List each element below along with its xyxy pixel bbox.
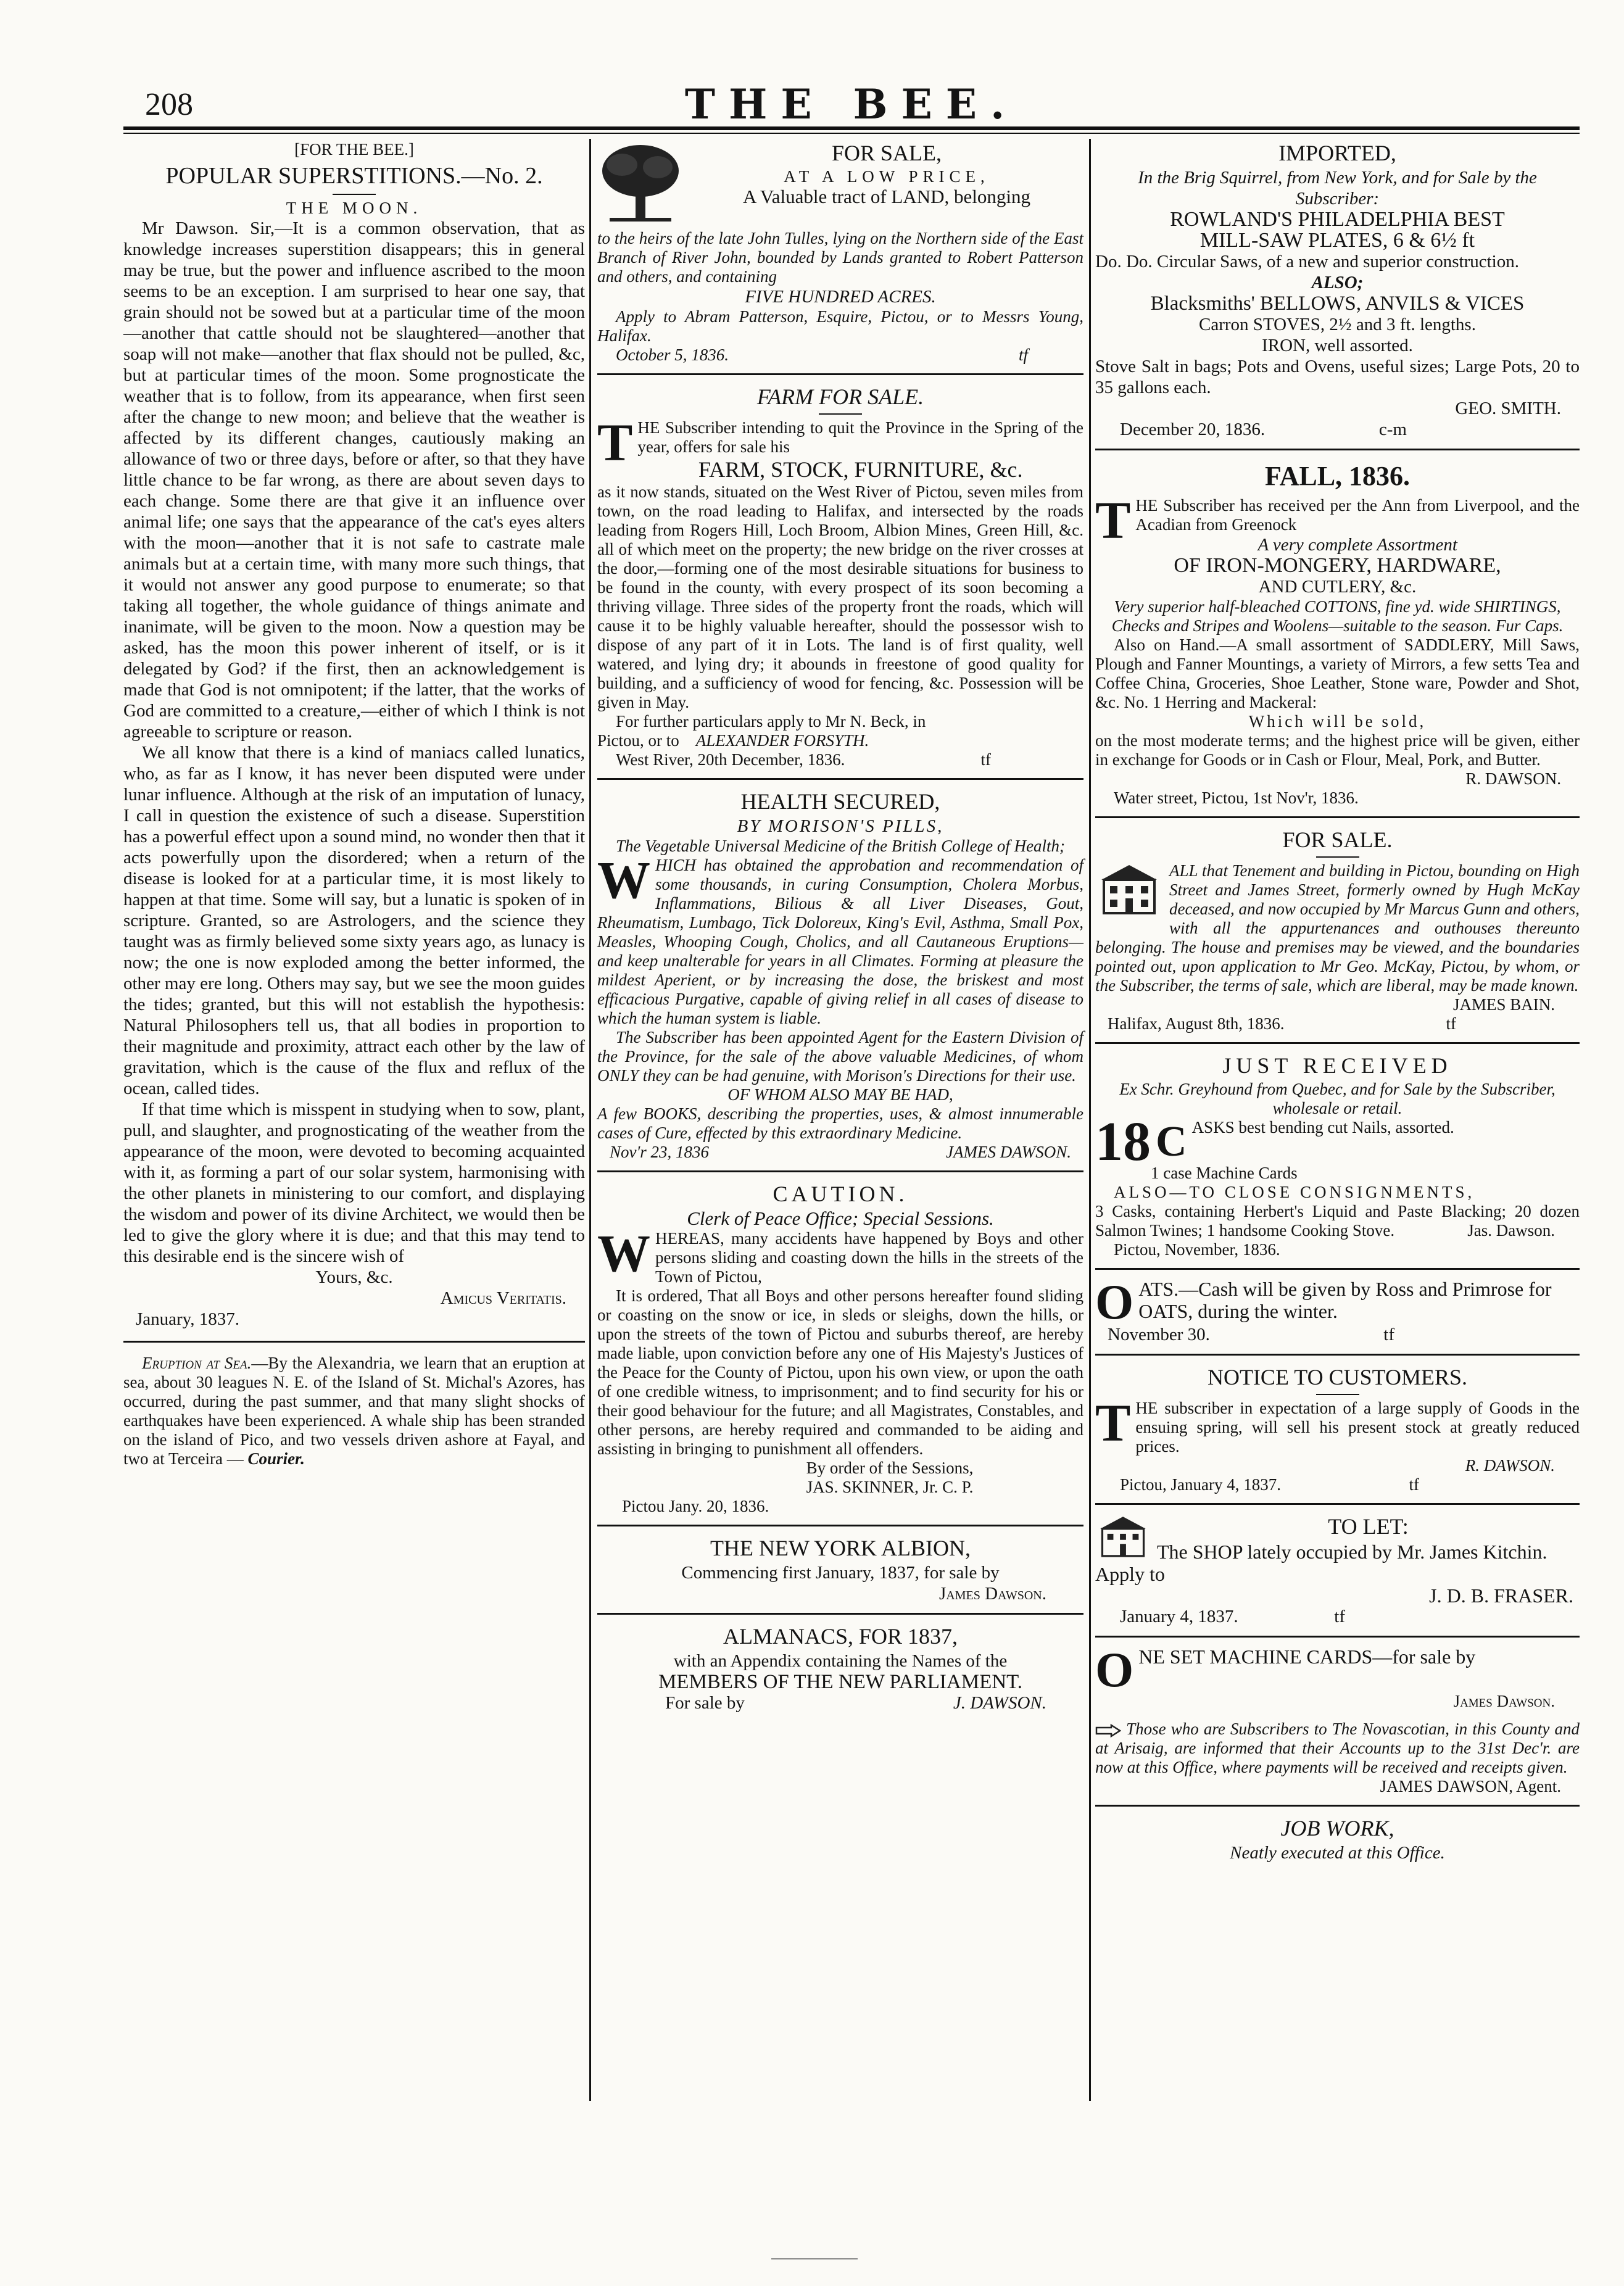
ad-heading: TO LET:	[1328, 1514, 1409, 1539]
ad-line: IRON, well assorted.	[1262, 336, 1413, 355]
ad-job-work	[1095, 1815, 1580, 1863]
ad-mark: tf	[1018, 346, 1028, 364]
section-rule	[1095, 1805, 1580, 1807]
ad-dateline	[597, 750, 1083, 769]
ad-signature: Jas. Dawson.	[1467, 1221, 1555, 1240]
ad-line: Do. Do. Circular Saws, of a new and superior construction.	[1095, 252, 1519, 271]
ad-apply: Apply to Abram Patterson, Esquire, Pictou, or to Messrs Young, Halifax.	[597, 307, 1083, 345]
ad-heading: THE NEW YORK ALBION,	[710, 1536, 971, 1560]
ad-signature: GEO. SMITH.	[1455, 399, 1561, 418]
ad-cottons: Very superior half-bleached COTTONS, fine yd. wide SHIRTINGS, Checks and Stripes and Woolens—suitable to the season. Fur Caps.	[1111, 597, 1564, 635]
ad-text: Commencing first January, 1837, for sale by	[681, 1563, 1000, 1583]
ad-acres: FIVE HUNDRED ACRES.	[745, 287, 936, 307]
drop-cap: O	[1095, 1643, 1134, 1697]
ad-signature: J. DAWSON.	[953, 1693, 1046, 1713]
ad-text	[1095, 1720, 1580, 1777]
ad-heading: NOTICE TO CUSTOMERS.	[1207, 1365, 1468, 1389]
column-3	[1095, 139, 1580, 1863]
short-rule	[1316, 1394, 1359, 1395]
ad-mark: c-m	[1378, 420, 1407, 439]
ad-line: Carron STOVES, 2½ and 3 ft. lengths.	[1199, 315, 1476, 334]
ad-land	[597, 140, 1083, 365]
ad-text	[1095, 1275, 1580, 1330]
section-rule	[1095, 1354, 1580, 1356]
notice-caution	[597, 1181, 1083, 1516]
quantity-figure: 18	[1095, 1111, 1151, 1172]
ad-dateline	[597, 346, 1083, 365]
ad-signature: J. D. B. FRASER.	[1429, 1584, 1573, 1607]
news-source: Courier.	[247, 1449, 305, 1468]
section-rule	[1095, 1636, 1580, 1638]
ad-casks	[1095, 1111, 1580, 1172]
ad-signature: James Dawson.	[938, 1584, 1046, 1604]
article-signature: Amicus Veritatis.	[440, 1288, 566, 1308]
ad-heading: ALMANACS, FOR 1837,	[723, 1624, 958, 1649]
article-paragraph: Mr Dawson. Sir,—It is a common observation, that as knowledge increases superstition disappears; this in general may be true, but the power and influence ascribed to the moon seems to be an exception. I am surprised to hear one say, that grain should not be sowed but at a particular time of the moon—another that cattle should not be slaughtered—another that soap will not make—another that flax should not be pulled, &c, but at particular times of the moon. Some prognosticate the weather that is to follow, from its appearance, when first seen after the change to new moon; and believe that the weather is affected by its different changes, cautiously making an allowance of two or three days, before or after, so that they have little chance to be far wrong, as there are about seven days to each change. Some there are that give it an influence over animal life; one says that the appearance of the cat's eyes alters with the moon—another that it is not safe to castrate male animals but at a certain time, with many more such things, that it would not answer any good purpose to enumerate; so that taking all together, the whole guidance of things animate and inanimate, will be given to the moon. Now a question may be asked, has the moon this power inherent of itself, or is it delegated by God? if the first, then an acknowledgement is made that God is not omnipotent; if the latter, that the works of God are committed to a creature,—either of which I think is not agreeable to scripture or reason.	[123, 218, 585, 742]
section-rule	[597, 373, 1083, 375]
masthead-rule	[123, 126, 1580, 130]
ad-mark: tf	[1446, 1014, 1456, 1033]
ad-heading: HEALTH SECURED,	[740, 789, 940, 814]
ad-subscribers	[1095, 1720, 1580, 1796]
ad-mark: tf	[980, 750, 991, 769]
ad-heading: FOR SALE,	[831, 141, 942, 165]
ad-date: Halifax, August 8th, 1836.	[1108, 1014, 1285, 1033]
ad-books: A few BOOKS, describing the properties, uses, & almost innumerable cases of Cure, effected by this extraordinary Medicine.	[597, 1104, 1083, 1142]
news-body: —By the Alexandria, we learn that an eruption at sea, about 30 leagues N. E. of the Island of St. Michal's Azores, has occurred, during the past summer, and that many slight shocks of earthquakes have been experienced. A whale ship has been stranded on the island of Pico, and two vessels driven ashore at Fayal, and two at Terceira —	[123, 1354, 585, 1468]
ad-dateline	[1095, 1606, 1580, 1627]
ad-date: October 5, 1836.	[616, 346, 729, 364]
ad-dateline	[1095, 1475, 1580, 1494]
ad-text	[1095, 1393, 1580, 1456]
ad-text	[597, 850, 1083, 1028]
article-title: POPULAR SUPERSTITIONS.—No. 2.	[165, 163, 543, 189]
ad-almanacs	[597, 1623, 1083, 1713]
ad-text: ALL that Tenement and building in Pictou, bounding on High Street and James Street, formerly owned by Hugh McKay deceased, and now occupied by Mr Marcus Gunn and others, with all the appurtenances and outhouses thereunto belonging. The house and premises may be viewed, and the boundaries pointed out, upon application to Mr Geo. McKay, Pictou, by whom, or the Subscriber, the terms of sale, which are liberal, may be made known.	[1095, 861, 1580, 995]
ad-heading: IMPORTED,	[1278, 141, 1396, 165]
article-tag: [FOR THE BEE.]	[294, 140, 414, 159]
ad-place: Pictou, or to	[597, 731, 679, 750]
section-rule	[597, 1525, 1083, 1526]
drop-cap: W	[597, 1224, 650, 1283]
ad-farm	[597, 384, 1083, 769]
ad-line: Stove Salt in bags; Pots and Ovens, useful sizes; Large Pots, 20 to 35 gallons each.	[1095, 357, 1580, 397]
column-2	[597, 139, 1083, 1713]
ad-date: November 30.	[1108, 1325, 1210, 1344]
house-icon	[1095, 1514, 1151, 1559]
column-1	[123, 139, 585, 1468]
section-rule	[1095, 1268, 1580, 1270]
ad-machine-cards	[1095, 1643, 1580, 1711]
ad-list: 3 Casks, containing Herbert's Liquid and Paste Blacking; 20 dozen Salmon Twines; 1 handsome Cooking Stove.	[1095, 1202, 1580, 1240]
ad-text-body: Those who are Subscribers to The Novascotian, in this County and at Arisaig, are informed that their Accounts up to the 31st Dec'r. are now at this Office, where payments will be received and receipts given.	[1095, 1720, 1580, 1776]
section-rule	[597, 1613, 1083, 1615]
ad-fall	[1095, 459, 1580, 808]
ad-signature: R. DAWSON.	[1465, 769, 1561, 788]
ad-heading: FARM FOR SALE.	[756, 384, 924, 409]
ad-signature: R. DAWSON.	[1465, 1456, 1555, 1475]
ad-terms: on the most moderate terms; and the highest price will be given, either in exchange for Goods or in Cash or Flour, Meal, Pork, and Butter.	[1095, 731, 1580, 769]
ad-just-received	[1095, 1053, 1580, 1259]
notice-by: By order of the Sessions,	[806, 1459, 974, 1477]
section-rule	[597, 1170, 1083, 1172]
ad-members: MEMBERS OF THE NEW PARLIAMENT.	[658, 1671, 1023, 1693]
ad-lead: A Valuable tract of LAND, belonging	[742, 186, 1031, 207]
ad-sold: Which will be sold,	[1248, 712, 1427, 731]
ad-cards: 1 case Machine Cards	[1151, 1164, 1298, 1182]
article-paragraph: If that time which is misspent in studying when to sow, plant, pull, and slaughter, and prognosticating of the weather from the appearance of the moon, were devoted to becoming acquainted with it, as forming a part of our solar system, harmonising with the other planets in ministering to our comfort, and displaying the wisdom and power of its divine Architect, we would then be led to give the glory where it is due; and that this may tend to this desirable end is the sincere wish of	[123, 1100, 585, 1266]
ad-signature: James Dawson.	[1453, 1692, 1555, 1710]
pointing-hand-icon	[1095, 1723, 1121, 1739]
ad-text-body: HE subscriber in expectation of a large supply of Goods in the ensuing spring, will sell his present stock at greatly reduced prices.	[1135, 1399, 1580, 1456]
ad-signature: JAMES DAWSON.	[946, 1143, 1071, 1161]
ad-subheading: BY MORISON'S PILLS,	[737, 816, 944, 836]
ad-subheading: AT A LOW PRICE,	[784, 167, 990, 186]
ad-assortment: A very complete Assortment	[1257, 535, 1457, 555]
ad-text-body: HICH has obtained the approbation and recommendation of some thousands, in curing Consumption, Cholera Morbus, Inflammations, Bilious & all Liver Diseases, Gout, Rheumatism, Lumbago, Tick Doloreux, King's Evil, Asthma, Small Pox, Measles, Whooping Cough, Cholics, and all Cautaneous Eruptions—and keep unalterable for years in all Climates. Forming at pleasure the mildest Aperient, or by increasing the dose, the briskest and most efficacious Purgative, capable of giving relief in all cases of disease to which the human system is liable.	[597, 856, 1083, 1027]
ad-subheading: Ex Schr. Greyhound from Quebec, and for Sale by the Subscriber, wholesale or retail.	[1119, 1080, 1556, 1117]
drop-cap: C	[1156, 1118, 1187, 1166]
ad-also: OF WHOM ALSO MAY BE HAD,	[727, 1085, 953, 1104]
ad-signature: JAMES DAWSON, Agent.	[1380, 1777, 1561, 1795]
ad-line: ROWLAND'S PHILADELPHIA BEST	[1170, 208, 1505, 231]
ad-dateline	[1095, 1324, 1580, 1345]
article-closing: Yours, &c.	[315, 1267, 393, 1287]
section-rule	[1095, 1503, 1580, 1505]
column-divider	[1089, 139, 1091, 2101]
ad-date: Pictou, January 4, 1837.	[1120, 1475, 1281, 1494]
article-date: January, 1837.	[136, 1309, 240, 1329]
ad-agent: The Subscriber has been appointed Agent for the Eastern Division of the Province, for the sale of the above valuable Medicines, of whom ONLY they can be had genuine, with Morison's Directions for their use.	[597, 1028, 1083, 1085]
short-rule	[333, 194, 376, 195]
ad-subheading: Neatly executed at this Office.	[1230, 1843, 1445, 1863]
ad-subheading-2: The Vegetable Universal Medicine of the British College of Health;	[615, 837, 1066, 855]
paper-title: THE BEE.	[684, 80, 1019, 128]
ad-for: For sale by	[665, 1693, 745, 1713]
ad-to-let	[1095, 1514, 1580, 1627]
ad-text: to the heirs of the late John Tulles, lying on the Northern side of the East Branch of River John, bounded by Lands granted to Robert Patterson and others, and containing	[597, 229, 1083, 286]
ad-oats	[1095, 1275, 1580, 1345]
ad-text: The SHOP lately occupied by Mr. James Kitchin. Apply to	[1095, 1541, 1547, 1585]
ad-dateline	[1095, 419, 1580, 440]
ad-cutlery: AND CUTLERY, &c.	[1258, 577, 1417, 597]
news-item	[123, 1354, 585, 1468]
notice-text	[597, 1224, 1083, 1286]
ad-intro-text: HE Subscriber intending to quit the Province in the Spring of the year, offers for sale his	[637, 418, 1083, 456]
notice-order: It is ordered, That all Boys and other persons hereafter found sliding or coasting on the snow or ice, in sleds or sleighs, down the hills, or upon the streets of the town of Pictou and suburbs thereof, are hereby made liable, upon conviction before any one of His Majesty's Justices of the Peace for the County of Pictou, upon his own view, or upon the oath of one credible witness, to imprisonment; and to find security for his or their good behaviour for the future; and all Magistrates, Constables, and other persons, are hereby required and commanded to be aiding and assisting in bringing to punishment all offenders.	[597, 1286, 1083, 1458]
article-subtitle: THE MOON.	[286, 199, 423, 217]
page-number: 208	[145, 87, 193, 122]
ad-dateline	[1095, 1014, 1580, 1033]
ad-text: with an Appendix containing the Names of the	[673, 1651, 1008, 1671]
bottom-fold-mark	[771, 2258, 858, 2259]
house-icon	[1095, 861, 1163, 917]
ad-date: Water street, Pictou, 1st Nov'r, 1836.	[1114, 789, 1359, 807]
section-rule	[123, 1341, 585, 1343]
ad-date: Pictou, November, 1836.	[1114, 1240, 1280, 1259]
column-divider	[589, 139, 591, 2101]
ad-date: January 4, 1837.	[1120, 1607, 1238, 1626]
masthead	[120, 80, 1583, 130]
ad-text	[1095, 1643, 1580, 1697]
drop-cap: T	[1095, 491, 1131, 550]
ad-casks-text: ASKS best bending cut Nails, assorted.	[1191, 1118, 1454, 1137]
ad-name: ALEXANDER FORSYTH.	[695, 731, 869, 750]
ad-ironmongery: OF IRON-MONGERY, HARDWARE,	[1174, 554, 1501, 577]
short-rule	[819, 413, 862, 415]
ad-heading: JUST RECEIVED	[1222, 1053, 1452, 1078]
ad-text: as it now stands, situated on the West River of Pictou, seven miles from town, on the road leading to Halifax, and intersected by the roads leading from Rogers Hill, Loch Broom, Albion Mines, Green Hill, &c. all of which meet on the property; the new bridge on the river crosses at the door,—forming one of the most desirable situations for business to be found in the county, with every prospect of its soon becoming a thriving village. Three sides of the property front the roads, which will cause it to be highly valuable hereafter, should the possessor wish to dispose of any part of it in Lots. The land is of first quality, well watered, and lying dry; it abounds in freestone of good quality for building, and a sufficiency of wood for fencing, &c. Possession will be given in May.	[597, 482, 1083, 711]
section-rule	[1095, 449, 1580, 450]
ad-notice	[1095, 1364, 1580, 1494]
masthead-rule-thin	[123, 133, 1580, 134]
ad-date: December 20, 1836.	[1120, 420, 1266, 439]
ad-imported	[1095, 140, 1580, 440]
notice-subheading: Clerk of Peace Office; Special Sessions.	[687, 1207, 994, 1229]
drop-cap: T	[1095, 1393, 1131, 1452]
ad-health	[597, 789, 1083, 1162]
ad-subheading: In the Brig Squirrel, from New York, and for Sale by the Subscriber:	[1138, 168, 1537, 209]
ad-text-body: NE SET MACHINE CARDS—for sale by	[1138, 1646, 1476, 1668]
ad-mark: tf	[1334, 1607, 1345, 1626]
drop-cap: T	[597, 413, 633, 472]
notice-heading: CAUTION.	[773, 1182, 908, 1206]
ad-signature: JAMES BAIN.	[1452, 995, 1555, 1014]
tree-icon	[597, 140, 684, 226]
ad-contact	[597, 731, 1083, 750]
notice-text-body: HEREAS, many accidents have happened by Boys and other persons sliding and coasting down the hills in the streets of the Town of Pictou,	[655, 1229, 1083, 1286]
drop-cap: O	[1095, 1275, 1134, 1330]
drop-cap: W	[597, 850, 650, 909]
ad-mark: tf	[1409, 1475, 1419, 1494]
ad-also: ALSO;	[1311, 273, 1364, 292]
ad-intro-text: HE Subscriber has received per the Ann from Liverpool, and the Acadian from Greenock	[1135, 496, 1580, 534]
ad-heading: FALL, 1836.	[1264, 461, 1411, 491]
ad-albion	[597, 1535, 1083, 1604]
ad-further: For further particulars apply to Mr N. Beck, in	[616, 712, 926, 731]
ad-text-body: ATS.—Cash will be given by Ross and Primrose for OATS, during the winter.	[1138, 1278, 1552, 1322]
article-paragraph: We all know that there is a kind of maniacs called lunatics, who, as far as I know, it has never been disputed were under lunar influence. Although at the risk of an imputation of lunacy, I call in question the existence of such a disease. Superstition has a powerful effect upon a sound mind, no wonder then that it acts powerfully upon the disordered; when a return of the disease is looked for at a particular time, it is most likely to happen at that time. Some will say, but a lunatic is spoken of in scripture. Granted, so are Astrologers, and the science they taught was as firmly believed some sixty years ago, as lunacy is now; the one is now exploded among the better informed, the other may ere long. Others may say, but we see the moon guides the tides; granted, but this will not establish the hypothesis: Natural Philosophers tell us, that all bodies in proportion to their magnitude and proximity, attract each other by the law of gravitation, which is the cause of the flux and reflux of the ocean, called tides.	[123, 743, 585, 1098]
section-rule	[1095, 816, 1580, 818]
short-rule	[1316, 856, 1359, 858]
ad-title: FARM, STOCK, FURNITURE, &c.	[698, 457, 1023, 482]
ad-date: West River, 20th December, 1836.	[616, 750, 845, 769]
notice-signature: JAS. SKINNER, Jr. C. P.	[806, 1478, 974, 1496]
ad-heading: JOB WORK,	[1280, 1816, 1394, 1841]
ad-line: Blacksmiths' BELLOWS, ANVILS & VICES	[1150, 292, 1525, 315]
ad-dateline	[597, 1143, 1083, 1162]
ad-heading: FOR SALE.	[1282, 827, 1393, 852]
ad-on-hand: Also on Hand.—A small assortment of SADDLERY, Mill Saws, Plough and Fanner Mountings, a variety of Mirrors, a few setts Tea and Coffee China, Groceries, Shoe Leather, Stone ware, Powder and Shot, &c. No. 1 Herring and Mackeral:	[1095, 636, 1580, 711]
ad-date: Nov'r 23, 1836	[610, 1143, 710, 1161]
ad-also: ALSO—TO CLOSE CONSIGNMENTS,	[1114, 1183, 1475, 1201]
notice-date: Pictou Jany. 20, 1836.	[622, 1497, 769, 1515]
news-lead: Eruption at Sea.	[142, 1354, 252, 1372]
section-rule	[1095, 1042, 1580, 1044]
ad-dateline	[597, 1692, 1083, 1713]
ad-sale	[1095, 827, 1580, 1033]
section-rule	[597, 778, 1083, 780]
ad-line: MILL-SAW PLATES, 6 & 6½ ft	[1199, 229, 1475, 252]
ad-mark: tf	[1383, 1325, 1394, 1344]
